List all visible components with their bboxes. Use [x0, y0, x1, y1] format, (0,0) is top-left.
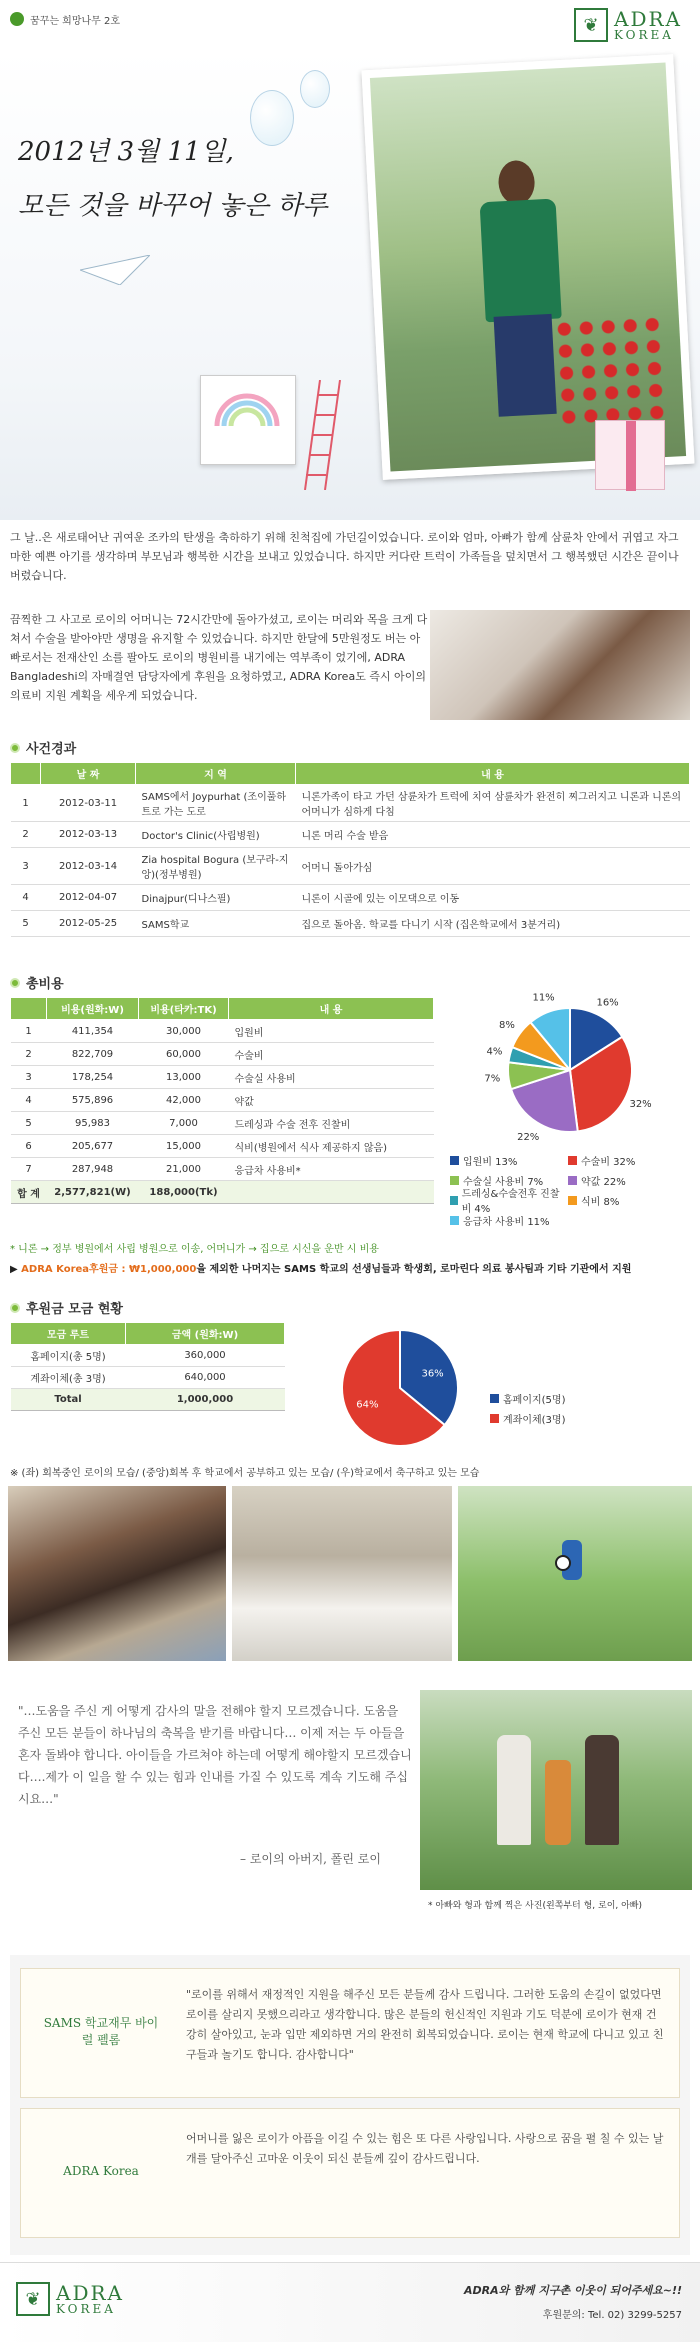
legend-swatch — [450, 1196, 458, 1205]
table-cell: 5 — [11, 1112, 47, 1135]
table-cell: 7,000 — [139, 1112, 229, 1135]
brand-name: ADRA — [614, 7, 682, 31]
table-row — [11, 1345, 285, 1367]
table-cell: SAMS학교 — [136, 911, 296, 937]
total-row — [11, 1389, 285, 1411]
legend-item — [450, 1210, 568, 1230]
table-row — [11, 1066, 434, 1089]
table-cell: 니론가족이 타고 가던 삼륜차가 트럭에 치여 삼륜차가 완전히 찌그러지고 니론과 니론의 어머니가 심하게 다침 — [296, 785, 690, 822]
legend-item — [568, 1170, 686, 1190]
legend-swatch — [450, 1156, 459, 1165]
table-header: 비용(타카:TK) — [139, 998, 229, 1020]
ladder-icon — [300, 380, 350, 490]
table-cell: 6 — [11, 1135, 47, 1158]
thanks-label: SAMS 학교재무 바이럴 펠롬 — [43, 2016, 159, 2047]
intro-paragraph-1: 그 날..은 새로태어난 귀여운 조카의 탄생을 축하하기 위해 친척집에 가던길이었습니다. 로이와 엄마, 아빠가 함께 삼륜차 안에서 귀엽고 자그마한 예쁜 아기를 생각하며 부모님과 행복한 시간을 보내고 있었습니다. 하지만 커다란 트럭이 가족들을 덮치면서 그 행복했던 시간은 끝이나버렸습니다. — [10, 531, 679, 582]
table-cell: SAMS에서 Joypurhat (조이풀하트로 가는 도로 — [136, 785, 296, 822]
legend-label: 홈페이지(5명) — [503, 1394, 566, 1406]
pie-label: 7% — [484, 1073, 501, 1085]
table-cell: 178,254 — [47, 1066, 139, 1089]
brand-sub: KOREA — [614, 28, 674, 42]
intro-paragraph-2: 끔찍한 그 사고로 로이의 어머니는 72시간만에 돌아가셨고, 로이는 머리와 목을 크게 다쳐서 수술을 받아야만 생명을 유지할 수 있었습니다. 하지만 한달에 5만원정도 버는 아빠로서는 전재산인 소를 팔아도 로이의 병원비를 내기에는 역부족이 었기에, ADRA Bangladeshi의 자매결연 담당자에게 후원을 요청하였고, ADRA Korea도 즉시 아이의 의료비 지원 계획을 세우게 되었습니다. — [10, 613, 428, 702]
adra-tree-icon: ❦ — [16, 2282, 50, 2316]
legend-swatch — [450, 1216, 459, 1225]
table-header: 금액 (원화:W) — [126, 1323, 285, 1345]
legend-item — [568, 1150, 686, 1170]
table-cell: 드레싱과 수술 전후 진찰비 — [229, 1112, 434, 1135]
costs-title: 총비용 — [26, 977, 64, 992]
table-row — [11, 1158, 434, 1181]
table-cell: 1,000,000 — [126, 1389, 285, 1411]
table-row — [11, 1135, 434, 1158]
table-cell: 홈페이지(총 5명) — [11, 1345, 126, 1367]
table-header: 지 역 — [136, 763, 296, 785]
table-row — [11, 911, 690, 937]
pie-label: 64% — [356, 1399, 379, 1411]
pie-label: 16% — [596, 997, 619, 1009]
table-cell: 360,000 — [126, 1345, 285, 1367]
photos-caption: ※ (좌) 회복중인 로이의 모습/ (중앙)회복 후 학교에서 공부하고 있는 모습/ (우)학교에서 축구하고 있는 모습 — [10, 1468, 480, 1479]
thanks-box-adra — [20, 2108, 680, 2238]
table-row — [11, 822, 690, 848]
table-header: 비용(원화:W) — [47, 998, 139, 1020]
adra-tree-icon: ❦ — [574, 8, 608, 42]
table-cell: 2012-03-11 — [41, 785, 136, 822]
table-cell: 2 — [11, 1043, 47, 1066]
events-table — [10, 762, 690, 937]
table-cell: 13,000 — [139, 1066, 229, 1089]
legend-swatch — [568, 1176, 577, 1185]
cost-pie-legend — [450, 1150, 695, 1230]
total-row — [11, 1181, 434, 1204]
fund-pie-chart — [330, 1318, 470, 1458]
legend-item — [450, 1189, 568, 1215]
table-row — [11, 1020, 434, 1043]
legend-label: 계좌이체(3명) — [503, 1414, 566, 1426]
classroom-photo — [232, 1486, 452, 1661]
table-header — [11, 763, 41, 785]
table-row — [11, 1112, 434, 1135]
section-title-fund — [10, 1298, 123, 1317]
brand-name: ADRA — [56, 2281, 124, 2305]
legend-swatch — [490, 1394, 499, 1403]
table-cell: 어머니 돌아가심 — [296, 848, 690, 885]
hospital-photo — [430, 610, 690, 720]
table-header: 내 용 — [229, 998, 434, 1020]
table-header: 모금 루트 — [11, 1323, 126, 1345]
legend-label: 응급차 사용비 11% — [463, 1216, 550, 1228]
recovering-photo — [8, 1486, 226, 1661]
table-cell: 입원비 — [229, 1020, 434, 1043]
table-cell: 2 — [11, 822, 41, 848]
table-cell: 60,000 — [139, 1043, 229, 1066]
thanks-text: "로이를 위해서 재정적인 지원을 해주신 모든 분들께 감사 드립니다. 그러한 도움의 손길이 없었다면 로이를 살리지 못했으리라고 생각합니다. 많은 분들의 헌신적인 지원과 기도 덕분에 로이가 현재 건강히 살아있고, 눈과 입만 제외하면 거의 완전히 회복되었습니다. 로이는 현재 학교에 다니고 있고 친구들과 놀기도 합니다. 감사합니다" — [186, 1988, 664, 2061]
table-cell: 수술비 — [229, 1043, 434, 1066]
table-cell: 수술실 사용비 — [229, 1066, 434, 1089]
table-cell: 188,000(Tk) — [139, 1181, 229, 1204]
brother-figure — [497, 1735, 531, 1845]
table-cell: 30,000 — [139, 1020, 229, 1043]
section-title-events — [10, 738, 76, 757]
table-row — [11, 848, 690, 885]
table-cell: 42,000 — [139, 1089, 229, 1112]
table-cell: 계좌이체(총 3명) — [11, 1367, 126, 1389]
table-cell: 2012-05-25 — [41, 911, 136, 937]
table-cell: 95,983 — [47, 1112, 139, 1135]
legend-label: 입원비 13% — [463, 1156, 518, 1168]
family-photo-caption: * 아빠와 형과 함께 찍은 사진(왼쪽부터 형, 로이, 아빠) — [428, 1901, 643, 1911]
table-cell: 집으로 돌아옴. 학교를 다니기 시작 (집은학교에서 3분거리) — [296, 911, 690, 937]
table-cell: 식비(병원에서 식사 제공하지 않음) — [229, 1135, 434, 1158]
bullet-icon — [10, 978, 20, 988]
table-cell: 205,677 — [47, 1135, 139, 1158]
thanks-box-sams — [20, 1968, 680, 2098]
fund-table — [10, 1322, 285, 1411]
hero-title-line2: 모든 것을 바꾸어 놓은 하루 — [18, 191, 328, 221]
bullet-icon — [10, 743, 20, 753]
table-row — [11, 1089, 434, 1112]
legend-item — [490, 1408, 620, 1428]
thanks-label: ADRA Korea — [63, 2164, 139, 2178]
pie-label: 32% — [629, 1099, 652, 1111]
table-cell: 7 — [11, 1158, 47, 1181]
brand-sub: KOREA — [56, 2302, 116, 2316]
footer-slogan: ADRA와 함께 지구촌 이웃이 되어주세요~!! — [464, 2284, 682, 2297]
costs-footnote: * 니론 → 정부 병원에서 사립 병원으로 이송, 어머니가 → 집으로 시신을 운반 시 비용 — [10, 1244, 379, 1255]
table-cell: Doctor's Clinic(사립병원) — [136, 822, 296, 848]
pie-label: 11% — [532, 992, 555, 1004]
legend-swatch — [568, 1156, 577, 1165]
newsletter-icon — [10, 12, 24, 26]
legend-label: 식비 8% — [581, 1196, 620, 1208]
table-cell — [229, 1181, 434, 1204]
roy-portrait-photo — [361, 54, 694, 480]
costs-table — [10, 997, 434, 1204]
pie-label: 4% — [486, 1046, 503, 1058]
table-cell: 2012-04-07 — [41, 885, 136, 911]
soccer-ball-icon — [555, 1555, 571, 1571]
adra-footer-logo[interactable] — [16, 2282, 124, 2316]
table-cell: 15,000 — [139, 1135, 229, 1158]
table-cell: 411,354 — [47, 1020, 139, 1043]
fund-title: 후원금 모금 현황 — [26, 1302, 123, 1317]
table-row — [11, 785, 690, 822]
table-cell: 2,577,821(W) — [47, 1181, 139, 1204]
balloon-icon — [300, 70, 330, 108]
legend-item — [490, 1388, 620, 1408]
table-cell: 니론 머리 수술 받음 — [296, 822, 690, 848]
thanks-text: 어머니를 잃은 로이가 아픔을 이길 수 있는 힘은 또 다른 사랑입니다. 사랑으로 꿈을 펼 칠 수 있는 날개를 달아주신 고마운 이웃이 되신 분들께 깊이 감사드립니다. — [186, 2132, 664, 2165]
table-cell: 287,948 — [47, 1158, 139, 1181]
events-title: 사건경과 — [26, 742, 77, 757]
costs-support-note — [10, 1260, 700, 1275]
gift-icon — [595, 420, 665, 490]
legend-item — [568, 1190, 686, 1210]
newsletter-issue: 꿈꾸는 희망나무 2호 — [30, 16, 120, 27]
paper-plane-icon — [80, 255, 150, 285]
father-quote: "…도움을 주신 게 어떻게 감사의 말을 전해야 할지 모르겠습니다. 도움을 주신 모든 분들이 하나님의 축복을 받기를 바랍니다… 이제 저는 두 아들을 혼자 돌봐야 합니다. 아이들을 가르쳐야 하는데 어떻게 해야할지 모르겠습니다….제가 이 일을 할 수 있는 힘과 인내를 가질 수 있도록 계속 기도해 주십시요…" — [18, 1704, 412, 1806]
table-cell: 640,000 — [126, 1367, 285, 1389]
roy-figure — [545, 1760, 571, 1845]
bullet-icon — [10, 1303, 20, 1313]
note-arrow: ▶ — [10, 1264, 22, 1275]
table-cell: 1 — [11, 1020, 47, 1043]
fund-pie-legend — [490, 1388, 620, 1428]
flowers — [553, 313, 669, 429]
table-cell: 1 — [11, 785, 41, 822]
hero-title — [18, 125, 327, 233]
note-text: 을 제외한 나머지는 SAMS 학교의 선생님들과 학생회, 로마린다 의료 봉사팀과 기타 기관에서 지원 — [196, 1264, 632, 1275]
table-cell: 822,709 — [47, 1043, 139, 1066]
table-cell: 니론이 시골에 있는 이모댁으로 이동 — [296, 885, 690, 911]
table-cell: 2012-03-13 — [41, 822, 136, 848]
father-figure — [585, 1735, 619, 1845]
table-cell: 4 — [11, 1089, 47, 1112]
table-cell: Dinajpur(디나스필) — [136, 885, 296, 911]
legend-label: 약값 22% — [581, 1176, 626, 1188]
legend-label: 수술실 사용비 7% — [463, 1176, 544, 1188]
table-cell: Zia hospital Bogura (보구라-지앙)(정부병원) — [136, 848, 296, 885]
table-row — [11, 1367, 285, 1389]
note-highlight: ADRA Korea후원금 : ₩1,000,000 — [21, 1264, 197, 1275]
pie-label: 8% — [498, 1020, 515, 1032]
legend-swatch — [568, 1196, 577, 1205]
table-cell: Total — [11, 1389, 126, 1411]
table-cell: 약값 — [229, 1089, 434, 1112]
table-cell: 575,896 — [47, 1089, 139, 1112]
table-cell: 3 — [11, 1066, 47, 1089]
legend-label: 수술비 32% — [581, 1156, 636, 1168]
table-header: 날 짜 — [41, 763, 136, 785]
table-cell: 2012-03-14 — [41, 848, 136, 885]
legend-label: 드레싱&수술전후 진찰비 4% — [461, 1189, 560, 1215]
table-cell: 4 — [11, 885, 41, 911]
adra-logo[interactable] — [574, 8, 682, 42]
table-cell: 21,000 — [139, 1158, 229, 1181]
pie-label: 36% — [421, 1368, 444, 1380]
table-row — [11, 885, 690, 911]
legend-swatch — [490, 1414, 499, 1423]
legend-swatch — [450, 1176, 459, 1185]
hero-title-line1: 2012년 3월 11일, — [18, 137, 234, 167]
rainbow-icon — [212, 388, 282, 428]
legend-item — [450, 1150, 568, 1170]
cost-pie-chart — [470, 990, 670, 1150]
table-header: 내 용 — [296, 763, 690, 785]
table-header — [11, 998, 47, 1020]
table-cell: 3 — [11, 848, 41, 885]
quote-author: – 로이의 아버지, 폴린 로이 — [240, 1852, 381, 1866]
table-row — [11, 1043, 434, 1066]
section-title-costs — [10, 973, 64, 992]
pie-label: 22% — [517, 1131, 540, 1143]
table-cell: 합 계 — [11, 1181, 47, 1204]
footer-contact: 후원문의: Tel. 02) 3299-5257 — [542, 2310, 682, 2321]
table-cell: 응급차 사용비* — [229, 1158, 434, 1181]
table-cell: 5 — [11, 911, 41, 937]
